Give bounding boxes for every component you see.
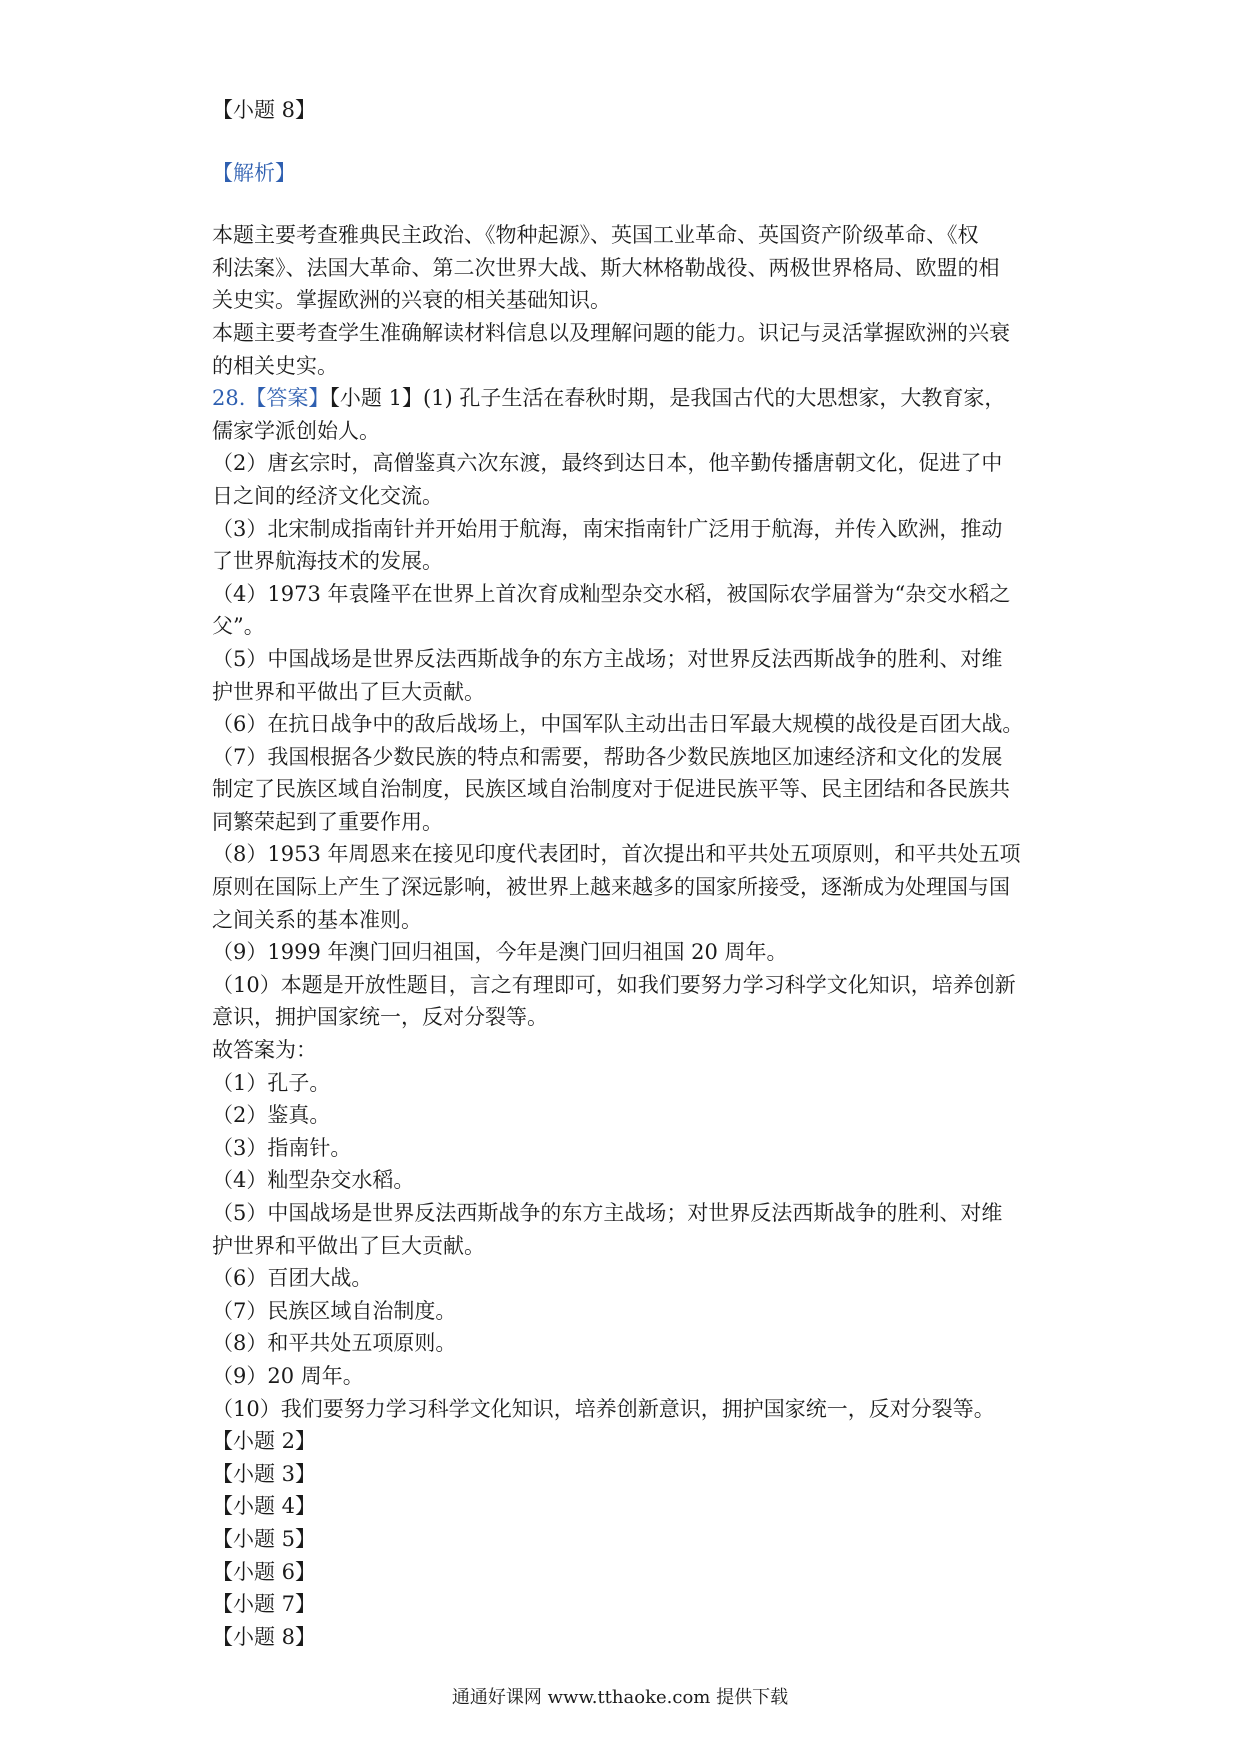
analysis-line: 的相关史实。: [212, 353, 338, 378]
analysis-line: 利法案》、法国大革命、第二次世界大战、斯大林格勒战役、两极世界格局、欧盟的相: [212, 255, 1000, 280]
answer-line: 护世界和平做出了巨大贡献。: [212, 679, 485, 704]
answer-line: （9）20 周年。: [212, 1363, 364, 1388]
analysis-line: 关史实。掌握欧洲的兴衰的相关基础知识。: [212, 288, 611, 313]
answer-line: 故答案为：: [212, 1038, 317, 1063]
answer-line: 原则在国际上产生了深远影响，被世界上越来越多的国家所接受，逐渐成为处理国与国: [212, 875, 1010, 900]
q28-first-line: [212, 382, 1042, 415]
answer-line: 【小题 8】: [212, 1624, 317, 1649]
footer-watermark: 通通好课网 www.tthaoke.com 提供下载: [451, 1687, 789, 1708]
analysis-label: 【解析】: [212, 160, 296, 185]
answer-line: （5）中国战场是世界反法西斯战争的东方主战场；对世界反法西斯战争的胜利、对维: [212, 646, 1003, 671]
answer-line: 父”。: [212, 614, 265, 639]
answer-line: （10）我们要努力学习科学文化知识，培养创新意识，拥护国家统一，反对分裂等。: [212, 1396, 995, 1421]
answer-text-block: [212, 415, 1042, 1654]
answer-line: （7）我国根据各少数民族的特点和需要，帮助各少数民族地区加速经济和文化的发展: [212, 744, 1003, 769]
answer-line: （7）民族区域自治制度。: [212, 1298, 457, 1323]
answer-line: 护世界和平做出了巨大贡献。: [212, 1233, 485, 1258]
answer-line: （8）1953 年周恩来在接见印度代表团时，首次提出和平共处五项原则，和平共处五项: [212, 842, 1021, 867]
answer-line: （9）1999 年澳门回归祖国，今年是澳门回归祖国 20 周年。: [212, 940, 788, 965]
answer-line: 了世界航海技术的发展。: [212, 549, 443, 574]
analysis-line: 本题主要考查雅典民主政治、《物种起源》、英国工业革命、英国资产阶级革命、《权: [212, 223, 979, 248]
answer-line: 【小题 7】: [212, 1592, 317, 1617]
answer-text: 【小题 1】(1) 孔子生活在春秋时期，是我国古代的大思想家，大教育家，: [329, 386, 1006, 411]
answer-line: 【小题 2】: [212, 1429, 317, 1454]
document-body: [212, 94, 1042, 1653]
answer-line: （1）孔子。: [212, 1070, 331, 1095]
answer-line: （6）在抗日战争中的敌后战场上，中国军队主动出击日军最大规模的战役是百团大战。: [212, 712, 1024, 737]
answer-line: （8）和平共处五项原则。: [212, 1331, 457, 1356]
answer-line: （10）本题是开放性题目，言之有理即可，如我们要努力学习科学文化知识，培养创新: [212, 972, 1016, 997]
answer-line: （2）鉴真。: [212, 1103, 331, 1128]
question-number: 28.: [212, 386, 246, 411]
subquestion-heading: 【小题 8】: [212, 98, 317, 122]
answer-line: 意识，拥护国家统一，反对分裂等。: [212, 1005, 548, 1030]
answer-line: （4）1973 年袁隆平在世界上首次育成籼型杂交水稻，被国际农学届誉为“杂交水稻之: [212, 581, 1011, 606]
answer-line: 【小题 6】: [212, 1559, 317, 1584]
answer-label: 【答案】: [245, 386, 330, 411]
answer-line: （4）籼型杂交水稻。: [212, 1168, 415, 1193]
answer-line: 【小题 5】: [212, 1526, 317, 1551]
answer-line: 制定了民族区域自治制度，民族区域自治制度对于促进民族平等、民主团结和各民族共: [212, 777, 1010, 802]
answer-line: （6）百团大战。: [212, 1266, 373, 1291]
answer-line: 之间关系的基本准则。: [212, 907, 422, 932]
answer-line: （2）唐玄宗时，高僧鉴真六次东渡，最终到达日本，他辛勤传播唐朝文化，促进了中: [212, 451, 1003, 476]
answer-line: （3）北宋制成指南针并开始用于航海，南宋指南针广泛用于航海，并传入欧洲，推动: [212, 516, 1003, 541]
analysis-text: [212, 219, 1042, 382]
answer-line: 日之间的经济文化交流。: [212, 483, 443, 508]
answer-line: 儒家学派创始人。: [212, 418, 380, 443]
answer-line: 【小题 3】: [212, 1461, 317, 1486]
answer-line: 同繁荣起到了重要作用。: [212, 809, 443, 834]
answer-line: （3）指南针。: [212, 1135, 352, 1160]
answer-line: 【小题 4】: [212, 1494, 317, 1519]
analysis-line: 本题主要考查学生准确解读材料信息以及理解问题的能力。识记与灵活掌握欧洲的兴衰: [212, 320, 1010, 345]
answer-line: （5）中国战场是世界反法西斯战争的东方主战场；对世界反法西斯战争的胜利、对维: [212, 1201, 1003, 1225]
